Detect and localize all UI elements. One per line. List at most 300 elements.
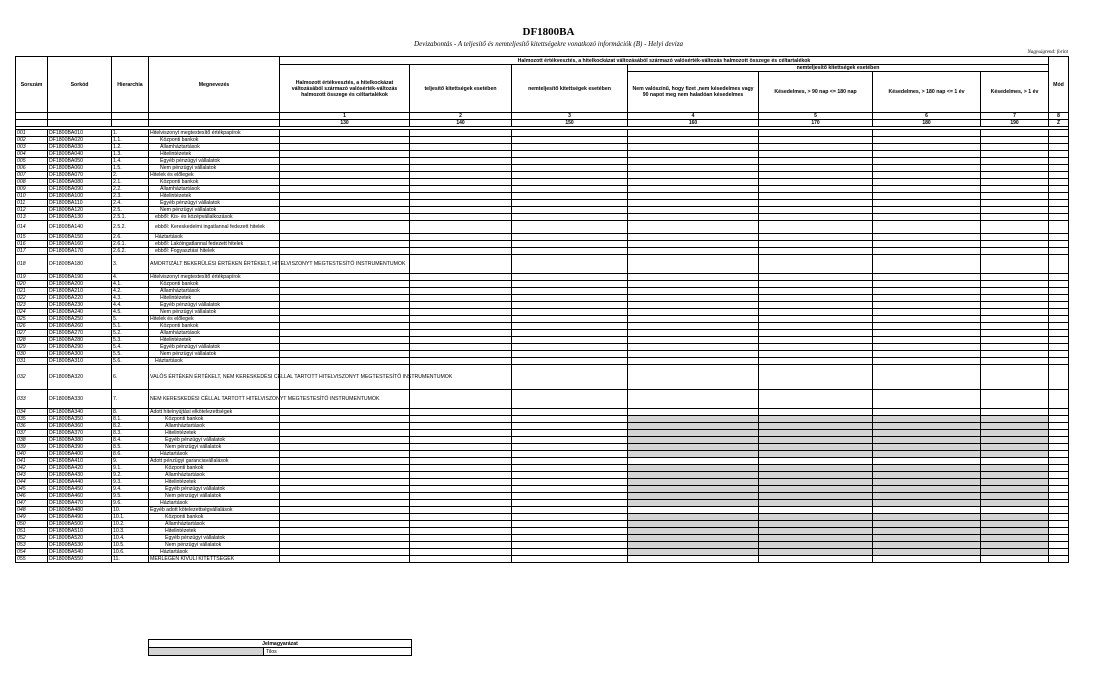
data-cell[interactable] bbox=[981, 144, 1049, 151]
data-cell[interactable] bbox=[512, 390, 628, 409]
data-cell[interactable] bbox=[1049, 207, 1069, 214]
data-cell[interactable] bbox=[512, 144, 628, 151]
data-cell[interactable] bbox=[628, 137, 759, 144]
data-cell[interactable] bbox=[1049, 549, 1069, 556]
data-cell[interactable] bbox=[410, 542, 512, 549]
data-cell[interactable] bbox=[512, 316, 628, 323]
data-cell[interactable] bbox=[628, 351, 759, 358]
data-cell[interactable] bbox=[981, 234, 1049, 241]
data-cell[interactable] bbox=[512, 323, 628, 330]
data-cell[interactable] bbox=[1049, 514, 1069, 521]
data-cell[interactable] bbox=[628, 390, 759, 409]
data-cell[interactable] bbox=[1049, 302, 1069, 309]
data-cell[interactable] bbox=[628, 193, 759, 200]
data-cell[interactable] bbox=[512, 151, 628, 158]
data-cell[interactable] bbox=[410, 295, 512, 302]
data-cell[interactable] bbox=[410, 351, 512, 358]
data-cell[interactable] bbox=[628, 556, 759, 563]
data-cell[interactable] bbox=[280, 241, 410, 248]
data-cell[interactable] bbox=[410, 535, 512, 542]
data-cell[interactable] bbox=[759, 458, 873, 465]
data-cell[interactable] bbox=[759, 221, 873, 234]
data-cell[interactable] bbox=[981, 137, 1049, 144]
data-cell[interactable] bbox=[410, 430, 512, 437]
data-cell[interactable] bbox=[512, 344, 628, 351]
data-cell[interactable] bbox=[1049, 493, 1069, 500]
data-cell[interactable] bbox=[1049, 528, 1069, 535]
data-cell[interactable] bbox=[410, 472, 512, 479]
data-cell[interactable] bbox=[1049, 241, 1069, 248]
data-cell[interactable] bbox=[1049, 309, 1069, 316]
data-cell[interactable] bbox=[628, 274, 759, 281]
data-cell[interactable] bbox=[873, 330, 981, 337]
data-cell[interactable] bbox=[410, 200, 512, 207]
data-cell[interactable] bbox=[512, 535, 628, 542]
data-cell[interactable] bbox=[280, 423, 410, 430]
data-cell[interactable] bbox=[512, 556, 628, 563]
data-cell[interactable] bbox=[759, 248, 873, 255]
data-cell[interactable] bbox=[1049, 288, 1069, 295]
data-cell[interactable] bbox=[1049, 151, 1069, 158]
data-cell[interactable] bbox=[981, 130, 1049, 137]
data-cell[interactable] bbox=[512, 200, 628, 207]
data-cell[interactable] bbox=[512, 365, 628, 390]
data-cell[interactable] bbox=[628, 179, 759, 186]
data-cell[interactable] bbox=[1049, 479, 1069, 486]
data-cell[interactable] bbox=[873, 165, 981, 172]
data-cell[interactable] bbox=[628, 295, 759, 302]
data-cell[interactable] bbox=[280, 309, 410, 316]
data-cell[interactable] bbox=[981, 151, 1049, 158]
data-cell[interactable] bbox=[873, 241, 981, 248]
data-cell[interactable] bbox=[628, 221, 759, 234]
data-cell[interactable] bbox=[410, 281, 512, 288]
data-cell[interactable] bbox=[873, 151, 981, 158]
data-cell[interactable] bbox=[410, 330, 512, 337]
data-cell[interactable] bbox=[981, 221, 1049, 234]
data-cell[interactable] bbox=[410, 549, 512, 556]
data-cell[interactable] bbox=[628, 330, 759, 337]
data-cell[interactable] bbox=[981, 165, 1049, 172]
data-cell[interactable] bbox=[628, 281, 759, 288]
data-cell[interactable] bbox=[410, 316, 512, 323]
data-cell[interactable] bbox=[280, 493, 410, 500]
data-cell[interactable] bbox=[410, 248, 512, 255]
data-cell[interactable] bbox=[512, 207, 628, 214]
data-cell[interactable] bbox=[759, 409, 873, 416]
data-cell[interactable] bbox=[628, 207, 759, 214]
data-cell[interactable] bbox=[280, 323, 410, 330]
data-cell[interactable] bbox=[628, 214, 759, 221]
data-cell[interactable] bbox=[873, 248, 981, 255]
data-cell[interactable] bbox=[628, 151, 759, 158]
data-cell[interactable] bbox=[1049, 472, 1069, 479]
data-cell[interactable] bbox=[410, 274, 512, 281]
data-cell[interactable] bbox=[759, 207, 873, 214]
data-cell[interactable] bbox=[1049, 437, 1069, 444]
data-cell[interactable] bbox=[410, 521, 512, 528]
data-cell[interactable] bbox=[759, 323, 873, 330]
data-cell[interactable] bbox=[981, 255, 1049, 274]
data-cell[interactable] bbox=[759, 179, 873, 186]
data-cell[interactable] bbox=[512, 358, 628, 365]
data-cell[interactable] bbox=[1049, 465, 1069, 472]
data-cell[interactable] bbox=[512, 451, 628, 458]
data-cell[interactable] bbox=[1049, 430, 1069, 437]
data-cell[interactable] bbox=[280, 479, 410, 486]
data-cell[interactable] bbox=[1049, 193, 1069, 200]
data-cell[interactable] bbox=[1049, 423, 1069, 430]
data-cell[interactable] bbox=[512, 288, 628, 295]
data-cell[interactable] bbox=[1049, 130, 1069, 137]
data-cell[interactable] bbox=[759, 214, 873, 221]
data-cell[interactable] bbox=[280, 430, 410, 437]
data-cell[interactable] bbox=[512, 479, 628, 486]
data-cell[interactable] bbox=[410, 179, 512, 186]
data-cell[interactable] bbox=[1049, 556, 1069, 563]
data-cell[interactable] bbox=[628, 358, 759, 365]
data-cell[interactable] bbox=[512, 172, 628, 179]
data-cell[interactable] bbox=[512, 430, 628, 437]
data-cell[interactable] bbox=[512, 416, 628, 423]
data-cell[interactable] bbox=[410, 158, 512, 165]
data-cell[interactable] bbox=[1049, 200, 1069, 207]
data-cell[interactable] bbox=[410, 337, 512, 344]
data-cell[interactable] bbox=[512, 137, 628, 144]
data-cell[interactable] bbox=[280, 316, 410, 323]
data-cell[interactable] bbox=[512, 193, 628, 200]
data-cell[interactable] bbox=[628, 241, 759, 248]
data-cell[interactable] bbox=[1049, 281, 1069, 288]
data-cell[interactable] bbox=[410, 344, 512, 351]
data-cell[interactable] bbox=[410, 288, 512, 295]
data-cell[interactable] bbox=[759, 241, 873, 248]
data-cell[interactable] bbox=[759, 344, 873, 351]
data-cell[interactable] bbox=[628, 144, 759, 151]
data-cell[interactable] bbox=[512, 437, 628, 444]
data-cell[interactable] bbox=[759, 281, 873, 288]
data-cell[interactable] bbox=[410, 493, 512, 500]
data-cell[interactable] bbox=[280, 514, 410, 521]
data-cell[interactable] bbox=[1049, 234, 1069, 241]
data-cell[interactable] bbox=[628, 323, 759, 330]
data-cell[interactable] bbox=[280, 248, 410, 255]
data-cell[interactable] bbox=[410, 528, 512, 535]
data-cell[interactable] bbox=[512, 507, 628, 514]
data-cell[interactable] bbox=[1049, 248, 1069, 255]
data-cell[interactable] bbox=[759, 330, 873, 337]
data-cell[interactable] bbox=[512, 486, 628, 493]
data-cell[interactable] bbox=[1049, 409, 1069, 416]
data-cell[interactable] bbox=[981, 337, 1049, 344]
data-cell[interactable] bbox=[759, 255, 873, 274]
data-cell[interactable] bbox=[759, 186, 873, 193]
data-cell[interactable] bbox=[410, 323, 512, 330]
data-cell[interactable] bbox=[410, 234, 512, 241]
data-cell[interactable] bbox=[1049, 274, 1069, 281]
data-cell[interactable] bbox=[981, 172, 1049, 179]
data-cell[interactable] bbox=[981, 344, 1049, 351]
data-cell[interactable] bbox=[512, 465, 628, 472]
data-cell[interactable] bbox=[981, 323, 1049, 330]
data-cell[interactable] bbox=[759, 193, 873, 200]
data-cell[interactable] bbox=[410, 193, 512, 200]
data-cell[interactable] bbox=[873, 458, 981, 465]
data-cell[interactable] bbox=[873, 158, 981, 165]
data-cell[interactable] bbox=[759, 172, 873, 179]
data-cell[interactable] bbox=[280, 472, 410, 479]
data-cell[interactable] bbox=[1049, 330, 1069, 337]
data-cell[interactable] bbox=[410, 214, 512, 221]
data-cell[interactable] bbox=[410, 556, 512, 563]
data-cell[interactable] bbox=[1049, 255, 1069, 274]
data-cell[interactable] bbox=[873, 214, 981, 221]
data-cell[interactable] bbox=[759, 165, 873, 172]
data-cell[interactable] bbox=[759, 295, 873, 302]
data-cell[interactable] bbox=[759, 390, 873, 409]
data-cell[interactable] bbox=[410, 458, 512, 465]
data-cell[interactable] bbox=[981, 295, 1049, 302]
data-cell[interactable] bbox=[981, 330, 1049, 337]
data-cell[interactable] bbox=[512, 528, 628, 535]
data-cell[interactable] bbox=[410, 416, 512, 423]
data-cell[interactable] bbox=[628, 507, 759, 514]
data-cell[interactable] bbox=[512, 500, 628, 507]
data-cell[interactable] bbox=[981, 186, 1049, 193]
data-cell[interactable] bbox=[1049, 316, 1069, 323]
data-cell[interactable] bbox=[873, 144, 981, 151]
data-cell[interactable] bbox=[280, 556, 410, 563]
data-cell[interactable] bbox=[410, 255, 512, 274]
data-cell[interactable] bbox=[280, 193, 410, 200]
data-cell[interactable] bbox=[1049, 416, 1069, 423]
data-cell[interactable] bbox=[280, 144, 410, 151]
data-cell[interactable] bbox=[981, 193, 1049, 200]
data-cell[interactable] bbox=[981, 214, 1049, 221]
data-cell[interactable] bbox=[628, 172, 759, 179]
data-cell[interactable] bbox=[410, 500, 512, 507]
data-cell[interactable] bbox=[759, 309, 873, 316]
data-cell[interactable] bbox=[628, 255, 759, 274]
data-cell[interactable] bbox=[981, 207, 1049, 214]
data-cell[interactable] bbox=[981, 281, 1049, 288]
data-cell[interactable] bbox=[1049, 542, 1069, 549]
data-cell[interactable] bbox=[981, 309, 1049, 316]
data-cell[interactable] bbox=[628, 302, 759, 309]
data-cell[interactable] bbox=[512, 309, 628, 316]
data-cell[interactable] bbox=[873, 172, 981, 179]
data-cell[interactable] bbox=[280, 486, 410, 493]
data-cell[interactable] bbox=[410, 437, 512, 444]
data-cell[interactable] bbox=[1049, 337, 1069, 344]
data-cell[interactable] bbox=[981, 274, 1049, 281]
data-cell[interactable] bbox=[759, 130, 873, 137]
data-cell[interactable] bbox=[759, 137, 873, 144]
data-cell[interactable] bbox=[512, 351, 628, 358]
data-cell[interactable] bbox=[873, 193, 981, 200]
data-cell[interactable] bbox=[280, 214, 410, 221]
data-cell[interactable] bbox=[873, 234, 981, 241]
data-cell[interactable] bbox=[1049, 535, 1069, 542]
data-cell[interactable] bbox=[512, 458, 628, 465]
data-cell[interactable] bbox=[512, 214, 628, 221]
data-cell[interactable] bbox=[280, 130, 410, 137]
data-cell[interactable] bbox=[280, 500, 410, 507]
data-cell[interactable] bbox=[410, 186, 512, 193]
data-cell[interactable] bbox=[1049, 358, 1069, 365]
data-cell[interactable] bbox=[981, 241, 1049, 248]
data-cell[interactable] bbox=[873, 130, 981, 137]
data-cell[interactable] bbox=[512, 472, 628, 479]
data-cell[interactable] bbox=[873, 288, 981, 295]
data-cell[interactable] bbox=[981, 409, 1049, 416]
data-cell[interactable] bbox=[873, 365, 981, 390]
data-cell[interactable] bbox=[628, 409, 759, 416]
data-cell[interactable] bbox=[981, 458, 1049, 465]
data-cell[interactable] bbox=[512, 542, 628, 549]
data-cell[interactable] bbox=[410, 137, 512, 144]
data-cell[interactable] bbox=[410, 479, 512, 486]
data-cell[interactable] bbox=[410, 207, 512, 214]
data-cell[interactable] bbox=[512, 248, 628, 255]
data-cell[interactable] bbox=[512, 241, 628, 248]
data-cell[interactable] bbox=[410, 144, 512, 151]
data-cell[interactable] bbox=[628, 309, 759, 316]
data-cell[interactable] bbox=[1049, 458, 1069, 465]
data-cell[interactable] bbox=[1049, 323, 1069, 330]
data-cell[interactable] bbox=[512, 423, 628, 430]
data-cell[interactable] bbox=[759, 556, 873, 563]
data-cell[interactable] bbox=[410, 165, 512, 172]
data-cell[interactable] bbox=[1049, 295, 1069, 302]
data-cell[interactable] bbox=[873, 337, 981, 344]
data-cell[interactable] bbox=[280, 358, 410, 365]
data-cell[interactable] bbox=[280, 528, 410, 535]
data-cell[interactable] bbox=[873, 323, 981, 330]
data-cell[interactable] bbox=[873, 281, 981, 288]
data-cell[interactable] bbox=[280, 221, 410, 234]
data-cell[interactable] bbox=[873, 221, 981, 234]
data-cell[interactable] bbox=[759, 337, 873, 344]
data-cell[interactable] bbox=[280, 507, 410, 514]
data-cell[interactable] bbox=[512, 221, 628, 234]
data-cell[interactable] bbox=[280, 344, 410, 351]
data-cell[interactable] bbox=[1049, 365, 1069, 390]
data-cell[interactable] bbox=[1049, 144, 1069, 151]
data-cell[interactable] bbox=[873, 186, 981, 193]
data-cell[interactable] bbox=[280, 288, 410, 295]
data-cell[interactable] bbox=[873, 295, 981, 302]
data-cell[interactable] bbox=[512, 493, 628, 500]
data-cell[interactable] bbox=[873, 309, 981, 316]
data-cell[interactable] bbox=[280, 416, 410, 423]
data-cell[interactable] bbox=[280, 295, 410, 302]
data-cell[interactable] bbox=[410, 309, 512, 316]
data-cell[interactable] bbox=[759, 302, 873, 309]
data-cell[interactable] bbox=[873, 302, 981, 309]
data-cell[interactable] bbox=[512, 295, 628, 302]
data-cell[interactable] bbox=[981, 351, 1049, 358]
data-cell[interactable] bbox=[628, 200, 759, 207]
data-cell[interactable] bbox=[280, 281, 410, 288]
data-cell[interactable] bbox=[759, 274, 873, 281]
data-cell[interactable] bbox=[1049, 500, 1069, 507]
data-cell[interactable] bbox=[981, 200, 1049, 207]
data-cell[interactable] bbox=[280, 465, 410, 472]
data-cell[interactable] bbox=[1049, 390, 1069, 409]
data-cell[interactable] bbox=[1049, 186, 1069, 193]
data-cell[interactable] bbox=[628, 234, 759, 241]
data-cell[interactable] bbox=[280, 186, 410, 193]
data-cell[interactable] bbox=[873, 344, 981, 351]
data-cell[interactable] bbox=[873, 390, 981, 409]
data-cell[interactable] bbox=[1049, 486, 1069, 493]
data-cell[interactable] bbox=[512, 514, 628, 521]
data-cell[interactable] bbox=[981, 556, 1049, 563]
data-cell[interactable] bbox=[512, 234, 628, 241]
data-cell[interactable] bbox=[410, 507, 512, 514]
data-cell[interactable] bbox=[981, 316, 1049, 323]
data-cell[interactable] bbox=[410, 514, 512, 521]
data-cell[interactable] bbox=[1049, 165, 1069, 172]
data-cell[interactable] bbox=[280, 521, 410, 528]
data-cell[interactable] bbox=[280, 165, 410, 172]
data-cell[interactable] bbox=[759, 358, 873, 365]
data-cell[interactable] bbox=[628, 158, 759, 165]
data-cell[interactable] bbox=[873, 200, 981, 207]
data-cell[interactable] bbox=[628, 316, 759, 323]
data-cell[interactable] bbox=[410, 241, 512, 248]
data-cell[interactable] bbox=[410, 409, 512, 416]
data-cell[interactable] bbox=[512, 330, 628, 337]
data-cell[interactable] bbox=[410, 444, 512, 451]
data-cell[interactable] bbox=[759, 316, 873, 323]
data-cell[interactable] bbox=[1049, 451, 1069, 458]
data-cell[interactable] bbox=[1049, 158, 1069, 165]
data-cell[interactable] bbox=[280, 158, 410, 165]
data-cell[interactable] bbox=[410, 465, 512, 472]
data-cell[interactable] bbox=[759, 151, 873, 158]
data-cell[interactable] bbox=[873, 137, 981, 144]
data-cell[interactable] bbox=[512, 302, 628, 309]
data-cell[interactable] bbox=[873, 274, 981, 281]
data-cell[interactable] bbox=[410, 130, 512, 137]
data-cell[interactable] bbox=[981, 302, 1049, 309]
data-cell[interactable] bbox=[628, 186, 759, 193]
data-cell[interactable] bbox=[1049, 214, 1069, 221]
data-cell[interactable] bbox=[410, 423, 512, 430]
data-cell[interactable] bbox=[410, 486, 512, 493]
data-cell[interactable] bbox=[512, 337, 628, 344]
data-cell[interactable] bbox=[759, 144, 873, 151]
data-cell[interactable] bbox=[628, 458, 759, 465]
data-cell[interactable] bbox=[873, 507, 981, 514]
data-cell[interactable] bbox=[759, 234, 873, 241]
data-cell[interactable] bbox=[512, 549, 628, 556]
data-cell[interactable] bbox=[873, 255, 981, 274]
data-cell[interactable] bbox=[512, 130, 628, 137]
data-cell[interactable] bbox=[410, 172, 512, 179]
data-cell[interactable] bbox=[981, 390, 1049, 409]
data-cell[interactable] bbox=[280, 458, 410, 465]
data-cell[interactable] bbox=[512, 274, 628, 281]
data-cell[interactable] bbox=[512, 179, 628, 186]
data-cell[interactable] bbox=[759, 288, 873, 295]
data-cell[interactable] bbox=[280, 137, 410, 144]
data-cell[interactable] bbox=[410, 451, 512, 458]
data-cell[interactable] bbox=[410, 358, 512, 365]
data-cell[interactable] bbox=[759, 158, 873, 165]
